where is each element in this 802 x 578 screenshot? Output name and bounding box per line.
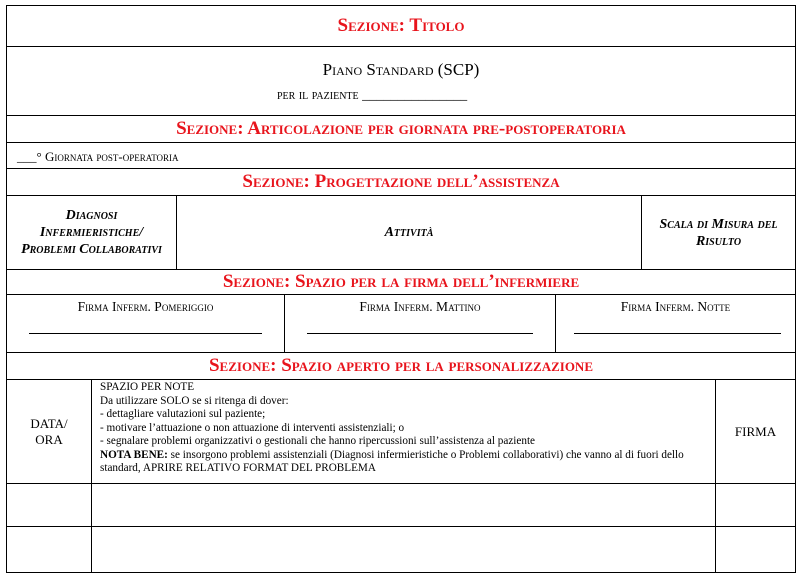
col-attivita-header: Attività	[176, 196, 641, 269]
title-block	[7, 47, 795, 116]
section-header-articolazione	[7, 116, 795, 143]
firma-pomeriggio-line[interactable]	[29, 333, 262, 334]
col-scala-header: Scala di Misura del Risulto	[641, 196, 795, 269]
firma-notte-line[interactable]	[574, 333, 781, 334]
firma-notte-cell	[555, 295, 795, 352]
entry-note-cell[interactable]	[91, 484, 715, 526]
plan-title: Piano Standard (SCP)	[322, 60, 480, 79]
note-title: SPAZIO PER NOTE	[100, 381, 195, 393]
entry-note-cell[interactable]	[91, 527, 715, 572]
entry-row[interactable]	[7, 527, 795, 572]
section-header-personalizzazione	[7, 353, 795, 380]
entry-firma-cell[interactable]	[715, 527, 795, 572]
giornata-line	[17, 149, 179, 165]
col-diagnosi-header: Diagnosi Infermieristiche/ Problemi Collaborativi	[21, 208, 162, 257]
section-header-progettazione	[7, 169, 795, 196]
firma-mattino-line[interactable]	[307, 333, 533, 334]
nota-bene-text: se insorgono problemi assistenziali (Diagnosi infermieristiche o Problemi collaborativi) che vanno al di fuori dello standard, APRIRE RELATIVO FORMAT DEL PROBLEMA	[100, 448, 684, 474]
section-firma-label: Sezione: Spazio per la firma dell’infermiere	[222, 271, 580, 292]
section-header-titolo	[7, 6, 795, 47]
firme-row	[7, 295, 795, 353]
patient-blank[interactable]: _______________	[362, 88, 468, 103]
firma-header: FIRMA	[715, 380, 795, 483]
note-item: - dettagliare valutazioni sul paziente;	[100, 408, 266, 420]
firma-pomeriggio-label: Firma Inferm. Pomeriggio	[77, 299, 214, 314]
firma-notte-label: Firma Inferm. Notte	[620, 299, 731, 314]
section-progettazione-label: Sezione: Progettazione dell’assistenza	[242, 171, 560, 192]
note-item: - segnalare problemi organizzativi o gestionali che hanno ripercussioni sull’assistenza al paziente	[100, 435, 536, 447]
patient-line	[277, 88, 467, 104]
giornata-blank[interactable]: ___	[17, 149, 37, 164]
section-titolo-label: Sezione: Titolo	[337, 15, 465, 36]
section-articolazione-label: Sezione: Articolazione per giornata pre-postoperatoria	[176, 118, 626, 139]
giornata-row	[7, 143, 795, 169]
firma-mattino-cell	[284, 295, 555, 352]
firma-mattino-label: Firma Inferm. Mattino	[359, 299, 481, 314]
note-cell	[91, 380, 715, 483]
giornata-label: ° Giornata post-operatoria	[36, 149, 179, 164]
data-ora-header: DATA/ ORA	[30, 415, 68, 447]
entry-row[interactable]	[7, 484, 795, 527]
patient-label: per il paziente	[277, 88, 359, 103]
nota-bene-label: NOTA BENE:	[100, 448, 168, 461]
nota-bene	[100, 449, 707, 476]
note-item: - motivare l’attuazione o non attuazione di interventi assistenziali; o	[100, 421, 405, 434]
section-header-firma	[7, 270, 795, 295]
scp-form	[6, 5, 796, 573]
section-personalizzazione-label: Sezione: Spazio aperto per la personalizzazione	[208, 355, 593, 376]
entry-data-ora-cell[interactable]	[7, 484, 91, 526]
progettazione-header-row	[7, 196, 795, 270]
entry-firma-cell[interactable]	[715, 484, 795, 526]
firma-pomeriggio-cell	[7, 295, 284, 352]
entry-data-ora-cell[interactable]	[7, 527, 91, 572]
note-intro: Da utilizzare SOLO se si ritenga di dover:	[100, 394, 289, 407]
note-row	[7, 380, 795, 484]
